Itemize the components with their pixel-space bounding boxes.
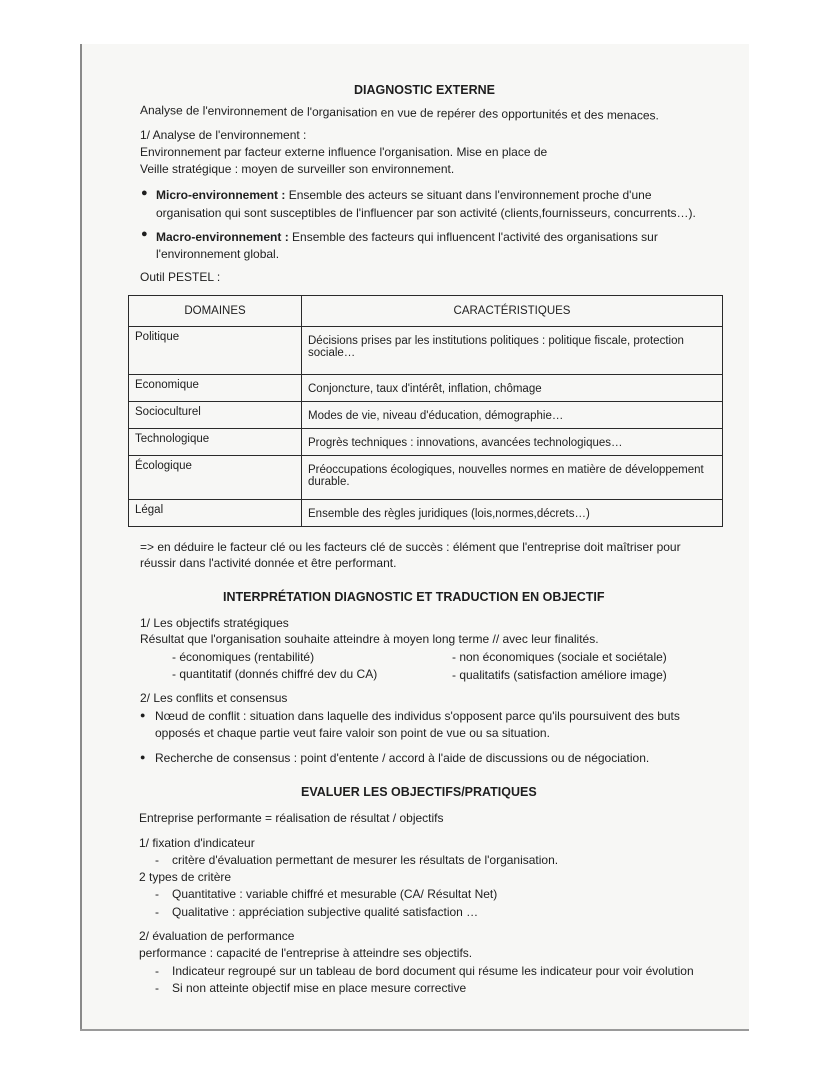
table-cell-domain: Politique — [129, 327, 302, 375]
table-row — [129, 456, 723, 500]
macro-text: Ensemble des facteurs qui influencent l'activité des organisations sur — [288, 230, 658, 244]
subheading-conflits: 2/ Les conflits et consensus — [140, 691, 288, 705]
micro-label: Micro-environnement : — [156, 188, 286, 202]
table-cell-domain: Écologique — [129, 456, 302, 500]
table-cell-text: Conjoncture, taux d'intérêt, inflation, chômage — [302, 375, 723, 402]
macro-label: Macro-environnement : — [156, 230, 289, 244]
table-header-caracteristiques: CARACTÉRISTIQUES — [302, 296, 723, 327]
deduce-line: réussir dans l'activité donnée et être performant. — [140, 556, 397, 570]
list-item: Si non atteinte objectif mise en place mesure corrective — [172, 981, 467, 995]
table-cell-domain: Socioculturel — [129, 402, 302, 429]
table-cell-text: Modes de vie, niveau d'éducation, démographie… — [302, 402, 723, 429]
bullet-icon: ● — [140, 752, 146, 762]
dash-icon: - — [155, 905, 159, 919]
subheading-analyse: 1/ Analyse de l'environnement : — [140, 128, 307, 142]
table-row — [129, 500, 723, 527]
conflict-item: Nœud de conflit : situation dans laquelle des individus s'opposent parce qu'ils poursuivent des buts — [155, 709, 680, 723]
micro-environnement-item — [156, 188, 652, 202]
bullet-icon: ● — [140, 710, 146, 720]
paragraph-line: Veille stratégique : moyen de surveiller son environnement. — [140, 162, 455, 176]
objective-item: - qualitatifs (satisfaction améliore image) — [452, 668, 667, 682]
deduce-line: => en déduire le facteur clé ou les facteurs clé de succès : élément que l'entreprise doit maîtriser pour — [140, 540, 681, 554]
paragraph-line: Entreprise performante = réalisation de résultat / objectifs — [139, 811, 444, 825]
table-cell-domain: Technologique — [129, 429, 302, 456]
section-title-interpretation: INTERPRÉTATION DIAGNOSTIC ET TRADUCTION EN OBJECTIF — [223, 590, 605, 604]
table-cell-text: Progrès techniques : innovations, avancées technologiques… — [302, 429, 723, 456]
dash-icon: - — [155, 964, 159, 978]
macro-environnement-item — [156, 230, 658, 244]
micro-text-continued: organisation qui sont susceptibles de l'influencer par son activité (clients,fournisseurs, concurrents…). — [156, 206, 696, 220]
bullet-icon: ● — [141, 228, 148, 240]
section-title-evaluer: EVALUER LES OBJECTIFS/PRATIQUES — [301, 785, 537, 799]
table-row — [129, 429, 723, 456]
objective-item: - quantitatif (donnés chiffré dev du CA) — [172, 667, 378, 681]
paragraph-line: 2 types de critère — [139, 870, 232, 884]
table-row — [129, 327, 723, 375]
section-title-diagnostic-externe: DIAGNOSTIC EXTERNE — [354, 83, 495, 97]
table-cell-domain: Economique — [129, 375, 302, 402]
conflict-item-continued: opposés et chaque partie veut faire valoir son point de vue ou sa situation. — [155, 726, 550, 740]
table-header-domaines: DOMAINES — [129, 296, 302, 327]
subheading-performance: 2/ évaluation de performance — [139, 929, 295, 943]
list-item: Qualitative : appréciation subjective qualité satisfaction … — [172, 905, 479, 919]
paragraph-line: Environnement par facteur externe influence l'organisation. Mise en place de — [140, 145, 548, 159]
dash-icon: - — [155, 853, 159, 867]
intro-text: Analyse de l'environnement de l'organisation en vue de repérer des opportunités et des menaces. — [139, 103, 659, 123]
list-item: Quantitative : variable chiffré et mesurable (CA/ Résultat Net) — [172, 887, 498, 901]
list-item: critère d'évaluation permettant de mesurer les résultats de l'organisation. — [172, 853, 559, 867]
micro-text: Ensemble des acteurs se situant dans l'environnement proche d'une — [285, 188, 652, 202]
table-row — [129, 375, 723, 402]
table-header-row — [129, 296, 723, 327]
subheading-objectifs: 1/ Les objectifs stratégiques — [140, 616, 289, 630]
table-cell-text: Préoccupations écologiques, nouvelles normes en matière de développement durable. — [302, 456, 723, 500]
paragraph-line: Résultat que l'organisation souhaite atteindre à moyen long terme // avec leur finalités. — [140, 632, 599, 646]
table-row — [129, 402, 723, 429]
table-cell-text: Ensemble des règles juridiques (lois,normes,décrets…) — [302, 500, 723, 527]
dash-icon: - — [155, 887, 159, 901]
bullet-icon: ● — [141, 187, 148, 199]
pestel-table — [128, 295, 723, 527]
consensus-item: Recherche de consensus : point d'entente / accord à l'aide de discussions ou de négociation. — [155, 751, 650, 765]
outil-pestel-label: Outil PESTEL : — [140, 270, 221, 284]
paragraph-line: performance : capacité de l'entreprise à atteindre ses objectifs. — [139, 946, 473, 960]
subheading-indicateur: 1/ fixation d'indicateur — [139, 836, 255, 850]
table-cell-domain: Légal — [129, 500, 302, 527]
objective-item: - économiques (rentabilité) — [172, 650, 315, 664]
dash-icon: - — [155, 981, 159, 995]
macro-text-continued: l'environnement global. — [156, 247, 280, 261]
objective-item: - non économiques (sociale et sociétale) — [452, 650, 667, 664]
list-item: Indicateur regroupé sur un tableau de bord document qui résume les indicateur pour voir évolution — [172, 964, 694, 978]
table-cell-text: Décisions prises par les institutions politiques : politique fiscale, protection sociale… — [302, 327, 723, 375]
